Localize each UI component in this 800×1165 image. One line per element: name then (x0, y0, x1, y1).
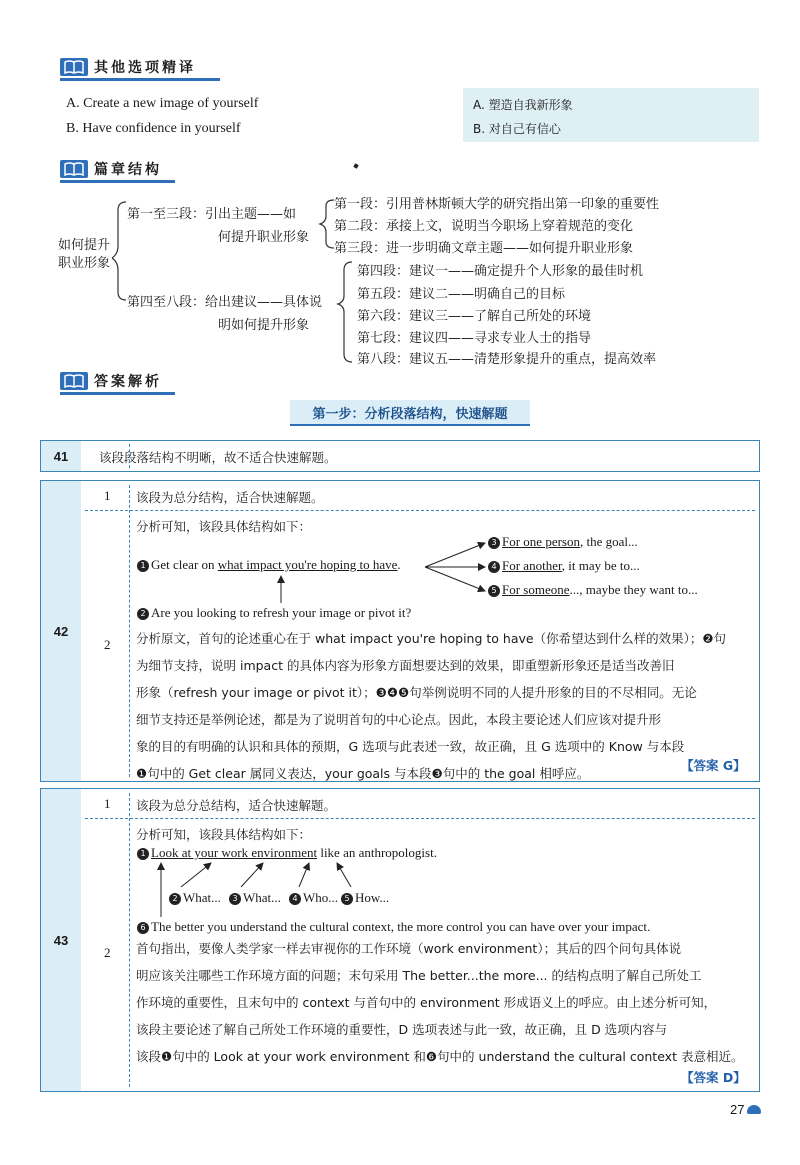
row-number: 1 (104, 796, 111, 811)
analysis-text: 首句指出，要像人类学家一样去审视你的工作环境（work environment）；其后的四个问句具体说 明应该关注哪些工作环境方面的问题；末句采用 The better...the more... 的结构点明了解自己所处工 作环境的重要性，且末句中的 context 与首句中的 environment 形成语义上的呼应。由上述分析可知， 该段主要论述了解自己所处工作环境的重要性，D 选项表述与此一致，故正确，且 D 选项内容与 该段❶句中的 Look at your work environment 和❻句中的 understand the cultural context 表意相近。 (136, 941, 744, 1064)
sentence-2: 2 Are you looking to refresh your image or pivot it? (137, 605, 411, 621)
question-41-text: 该段段落结构不明晰，故不适合快速解题。 (99, 450, 337, 465)
row-text: 该段为总分结构，适合快速解题。 (136, 490, 324, 505)
question-number: 43 (41, 789, 81, 1091)
structure-para: 第一段：引用普林斯顿大学的研究指出第一印象的重要性 (334, 197, 660, 212)
structure-intro: 分析可知，该段具体结构如下： (136, 519, 312, 534)
structure-root: 如何提升 (58, 238, 111, 253)
section-heading-options (60, 56, 196, 78)
page-mark-icon (747, 1105, 761, 1114)
sentence-6: 6 The better you understand the cultural context, the more control you can have over your impact. (137, 919, 650, 935)
option-b: B. Have confidence in yourself (66, 121, 241, 136)
structure-part2: 第四至八段：给出建议——具体说 (127, 295, 323, 310)
structure-para: 第五段：建议二——明确自己的目标 (357, 287, 566, 302)
structure-root: 职业形象 (58, 256, 111, 271)
question-number: 41 (41, 441, 81, 471)
page-number-text: 27 (730, 1102, 745, 1117)
structure-intro: 分析可知，该段具体结构如下： (136, 827, 312, 842)
translation-box (463, 88, 759, 142)
book-icon (60, 160, 88, 178)
structure-para: 第三段：进一步明确文章主题——如何提升职业形象 (334, 241, 634, 256)
option-a-translation: A. 塑造自我新形象 (473, 98, 573, 112)
section-title: 其他选项精译 (94, 60, 196, 76)
row-text: 该段为总分总结构，适合快速解题。 (136, 798, 337, 813)
sentence-5: 5 How... (341, 890, 389, 906)
section-heading-analysis (60, 370, 162, 392)
structure-part2: 明如何提升形象 (218, 318, 310, 333)
sentence-4: 4 For another, it may be to... (488, 558, 640, 574)
sentence-2: 2 What... (169, 890, 221, 906)
structure-brackets (112, 196, 352, 371)
sentence-5: 5 For someone..., maybe they want to... (488, 582, 698, 598)
answer-label: 【答案 G】 (681, 758, 746, 773)
structure-para: 第八段：建议五——清楚形象提升的重点，提高效率 (357, 352, 657, 367)
structure-part1: 第一至三段：引出主题——如 (127, 207, 297, 222)
structure-para: 第四段：建议一——确定提升个人形象的最佳时机 (357, 264, 644, 279)
row-number: 1 (104, 488, 111, 503)
question-41-box (40, 440, 760, 472)
book-icon (60, 372, 88, 390)
sentence-4: 4 Who... (289, 890, 338, 906)
structure-arrows (41, 481, 759, 631)
page-number (730, 1102, 761, 1117)
answer-label: 【答案 D】 (681, 1070, 746, 1085)
structure-para: 第七段：建议四——寻求专业人士的指导 (357, 331, 592, 346)
structure-part1: 何提升职业形象 (218, 230, 310, 245)
step-banner: 第一步：分析段落结构，快速解题 (290, 400, 530, 426)
row-number: 2 (104, 945, 111, 960)
sentence-1: 1 Get clear on what impact you're hoping to have. (137, 557, 401, 573)
sentence-1: 1 Look at your work environment like an anthropologist. (137, 845, 437, 861)
option-b-translation: B. 对自己有信心 (473, 122, 561, 136)
row-number: 2 (104, 637, 111, 652)
structure-arrows (41, 789, 759, 939)
section-title: 篇章结构 (94, 162, 162, 178)
section-title: 答案解析 (94, 374, 162, 390)
sentence-3: 3 For one person, the goal... (488, 534, 638, 550)
structure-brackets-2 (330, 258, 360, 370)
analysis-text: 分析原文，首句的论述重心在于 what impact you're hoping to have（你希望达到什么样的效果）；❷句 为细节支持，说明 impact 的具体内容为形象方面想要达到的效果，即重塑新形象还是适当改善旧 形象（refresh your image or pivot it）；❸❹❺句举例说明不同的人提升形象的目的不尽相同。无论 细节支持还是举例论述，都是为了说明首句的中心论点。因此，本段主要论述人们应该对提升形 象的目的有明确的认识和具体的预期，G 选项与此表述一致，故正确，且 G 选项中的 Know 与本段 ❶句中的 Get clear 属同义表达，your goals 与本段❸句中的 the goal 相呼应。 (136, 631, 727, 781)
structure-para: 第六段：建议三——了解自己所处的环境 (357, 309, 592, 324)
option-a: A. Create a new image of yourself (66, 96, 259, 111)
question-43-box (40, 788, 760, 1092)
structure-para: 第二段：承接上文，说明当今职场上穿着规范的变化 (334, 219, 634, 234)
question-number: 42 (41, 481, 81, 781)
book-icon (60, 58, 88, 76)
sentence-3: 3 What... (229, 890, 281, 906)
ink-dot (353, 163, 358, 168)
question-42-box (40, 480, 760, 782)
section-heading-structure (60, 158, 162, 180)
